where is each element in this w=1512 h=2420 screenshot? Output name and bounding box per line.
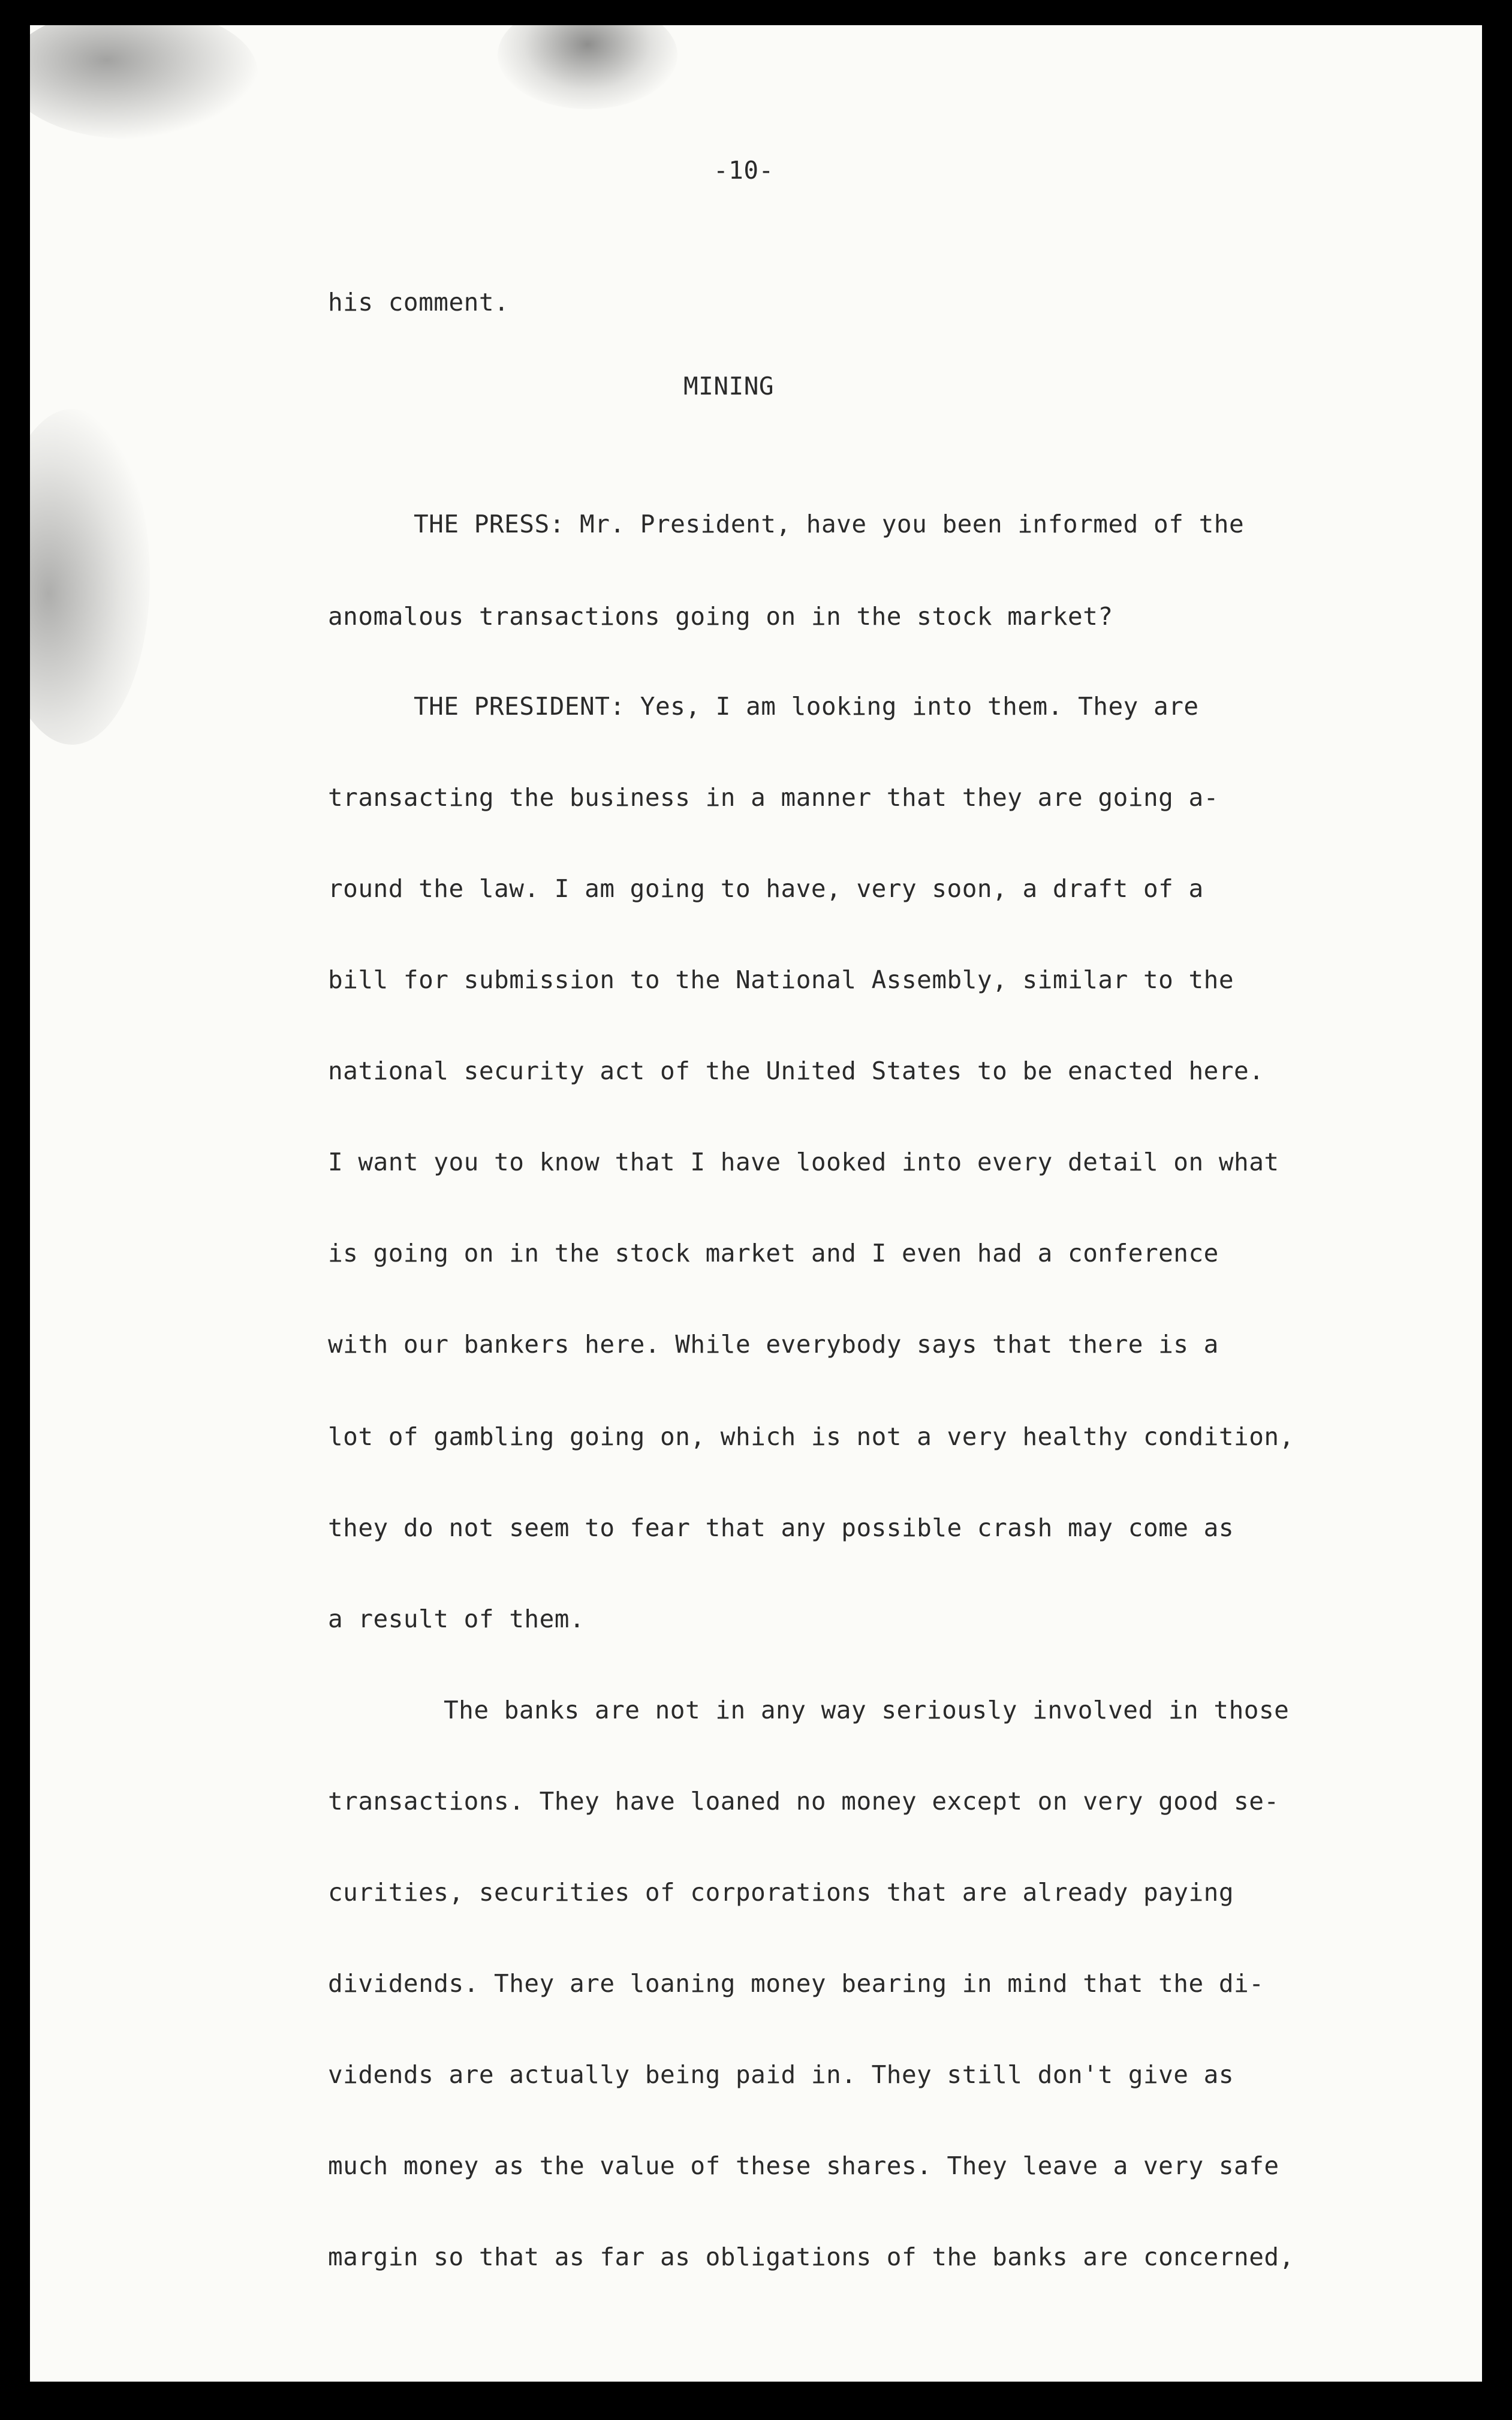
text-line: I want you to know that I have looked into every detail on what	[328, 1148, 1279, 1176]
text-line: THE PRESS: Mr. President, have you been informed of the	[414, 510, 1245, 538]
text-line: much money as the value of these shares. They leave a very safe	[328, 2151, 1279, 2180]
text-line: dividends. They are loaning money bearing in mind that the di-	[328, 1969, 1264, 1998]
text-line: lot of gambling going on, which is not a very healthy condition,	[328, 1422, 1294, 1451]
scan-smudge	[498, 25, 677, 109]
text-line: they do not seem to fear that any possible crash may come as	[328, 1513, 1234, 1542]
text-line: transacting the business in a manner that they are going a-	[328, 783, 1219, 812]
text-line: curities, securities of corporations that are already paying	[328, 1878, 1234, 1907]
text-line: his comment.	[328, 288, 510, 317]
text-line: vidends are actually being paid in. They still don't give as	[328, 2060, 1234, 2089]
text-line: margin so that as far as obligations of the banks are concerned,	[328, 2243, 1294, 2271]
text-line: THE PRESIDENT: Yes, I am looking into them. They are	[414, 692, 1199, 721]
scan-smudge	[30, 409, 150, 745]
page-number: -10-	[713, 156, 774, 185]
document-page	[30, 25, 1482, 2382]
scan-smudge	[30, 25, 258, 139]
text-line: The banks are not in any way seriously involved in those	[444, 1696, 1290, 1724]
text-line: transactions. They have loaned no money except on very good se-	[328, 1787, 1279, 1816]
text-line: a result of them.	[328, 1605, 585, 1633]
text-line: anomalous transactions going on in the stock market?	[328, 602, 1113, 631]
text-line: round the law. I am going to have, very soon, a draft of a	[328, 874, 1204, 903]
text-line: is going on in the stock market and I even had a conference	[328, 1239, 1219, 1268]
section-heading: MINING	[683, 372, 775, 401]
text-line: bill for submission to the National Assembly, similar to the	[328, 965, 1234, 994]
text-line: with our bankers here. While everybody says that there is a	[328, 1330, 1219, 1359]
text-line: national security act of the United States to be enacted here.	[328, 1057, 1264, 1085]
